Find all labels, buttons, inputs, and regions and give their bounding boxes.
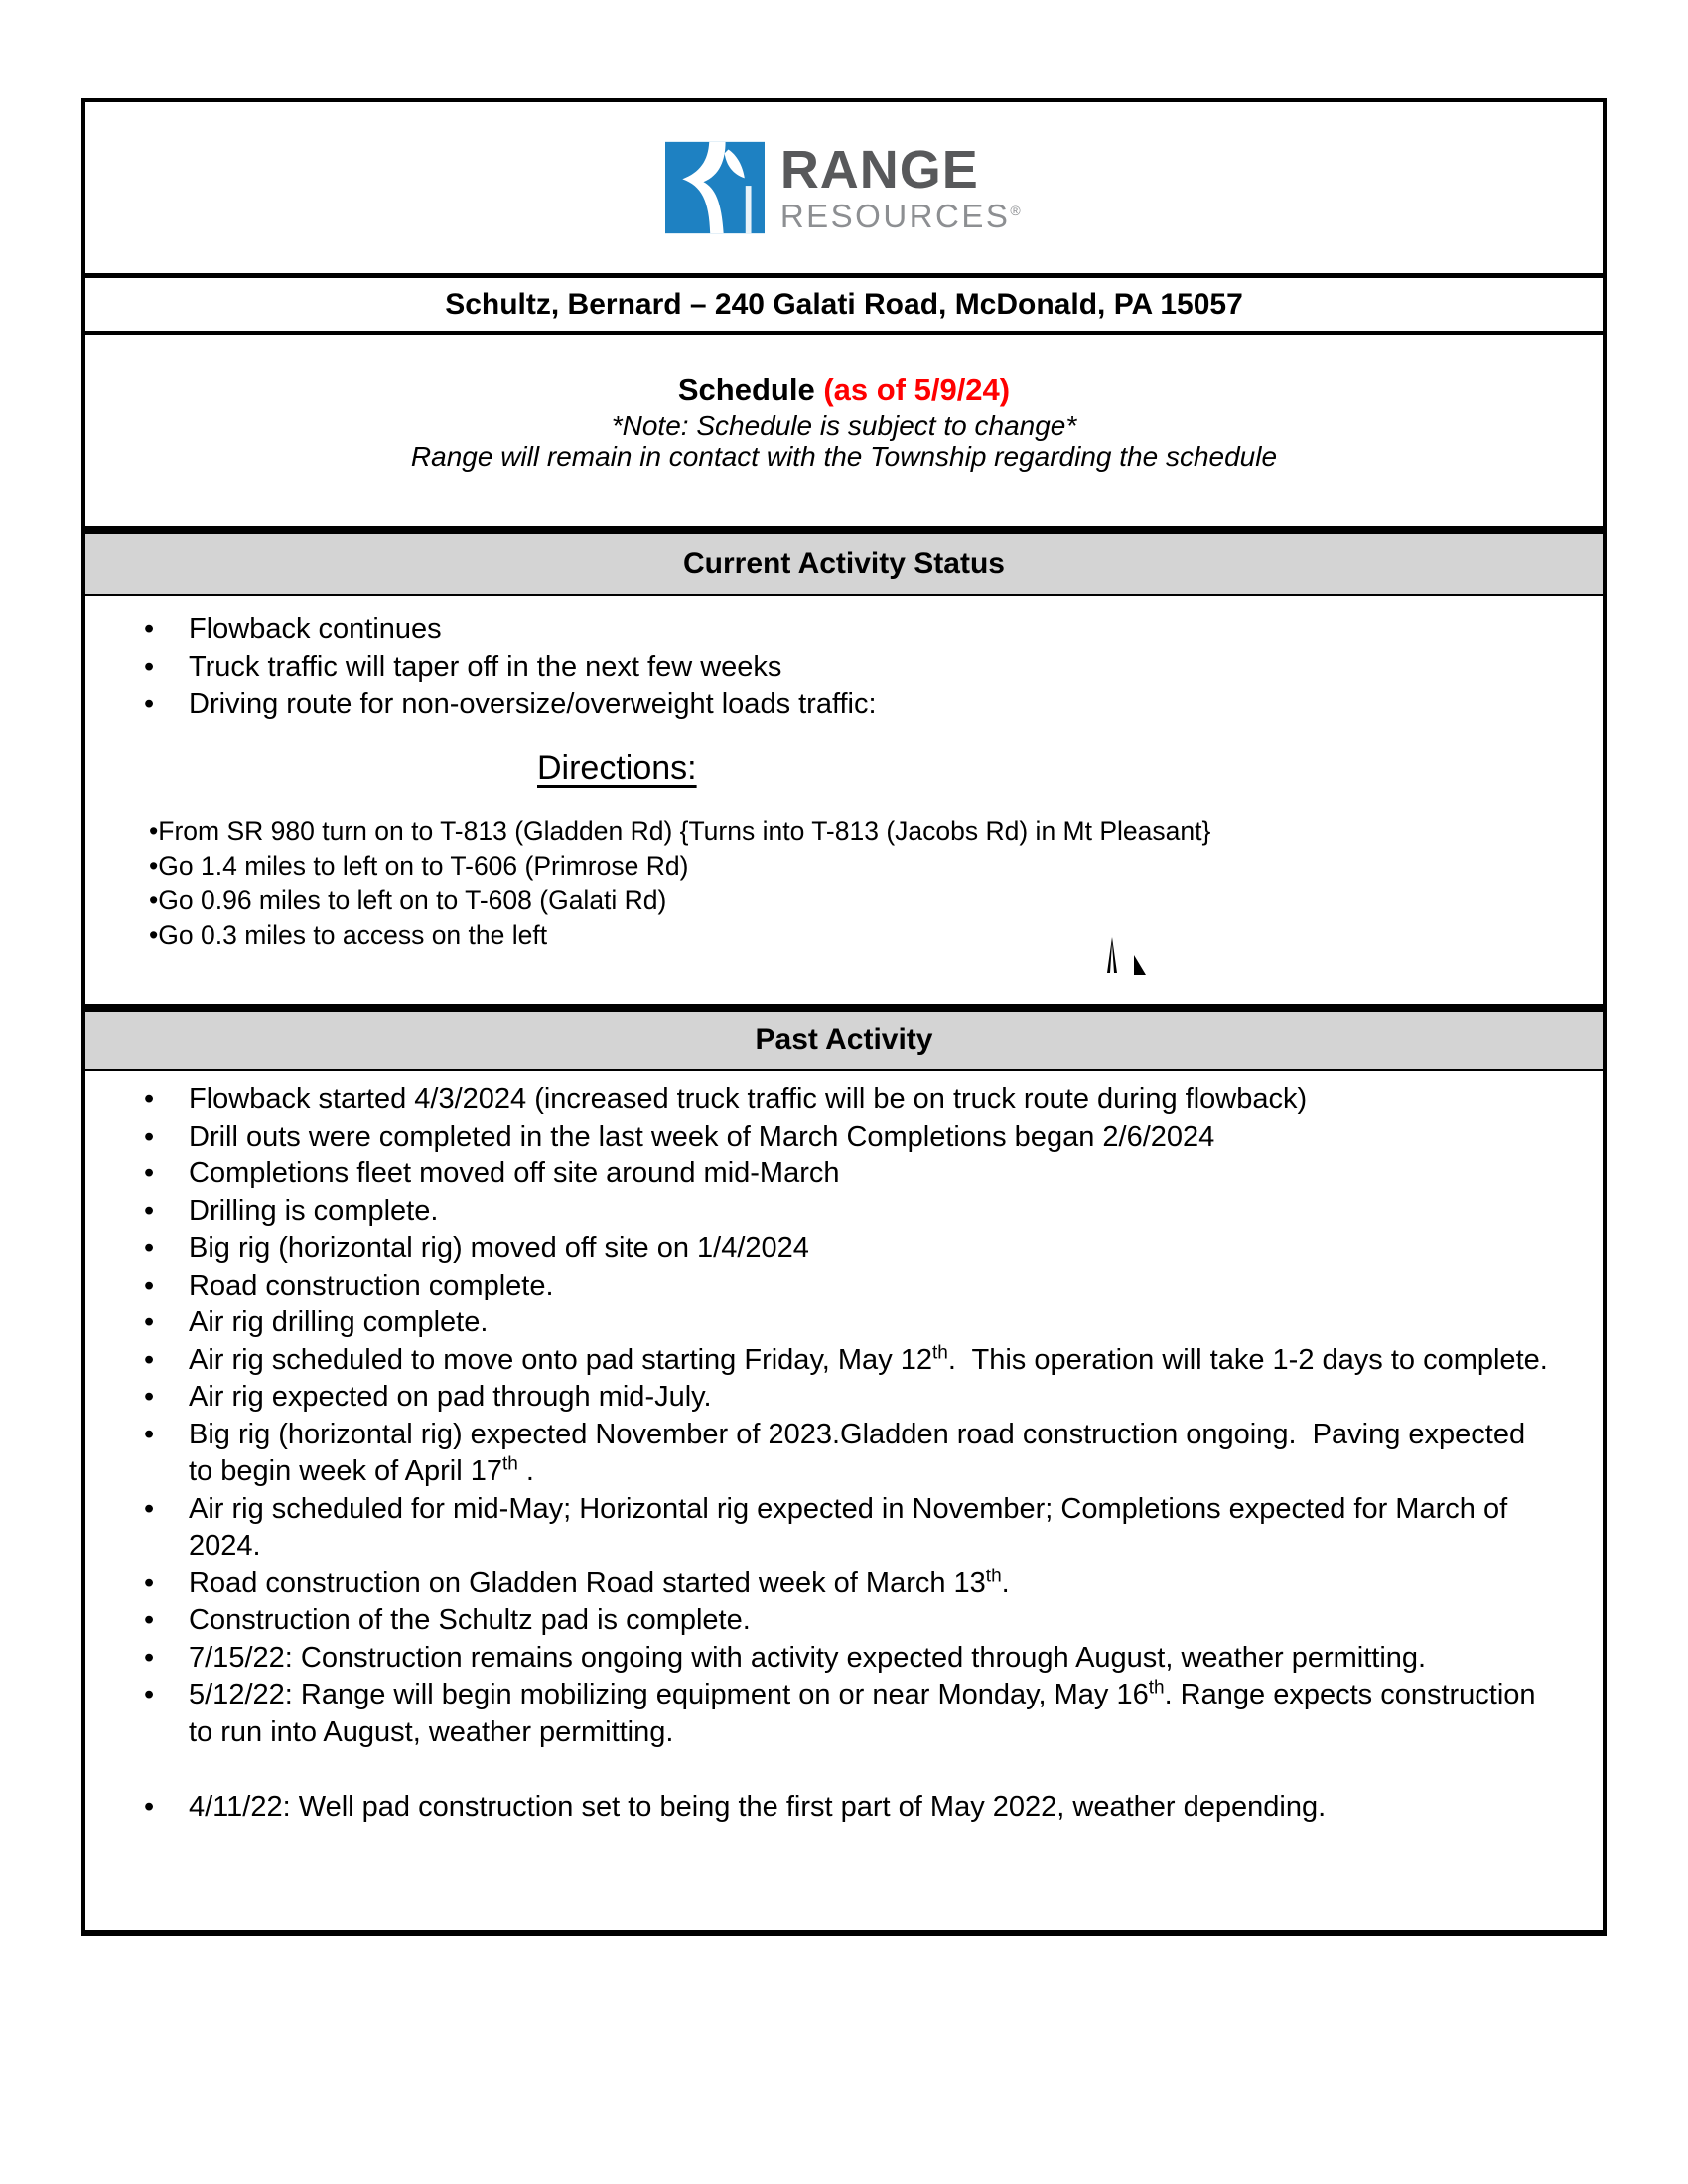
- list-item: • 5/12/22: Range will begin mobilizing equipment on or near Monday, May 16th. Range expects construction to run into August, weather permitting.: [85, 1677, 1603, 1751]
- mouse-pointer-icon: [1134, 955, 1146, 975]
- text-cursor-icon: [1107, 937, 1117, 973]
- list-item: • Air rig drilling complete.: [85, 1304, 1603, 1342]
- logo-wordmark: [779, 140, 1024, 234]
- list-item: • Construction of the Schultz pad is complete.: [85, 1602, 1603, 1640]
- registered-mark: ®: [1010, 203, 1024, 218]
- list-item: • 4/11/22: Well pad construction set to being the first part of May 2022, weather depending.: [85, 1789, 1603, 1827]
- schedule-heading-label: Schedule: [677, 372, 815, 407]
- list-item: • Air rig expected on pad through mid-July.: [85, 1379, 1603, 1417]
- list-item: • Flowback continues: [85, 612, 1603, 649]
- schedule-note-2: Range will remain in contact with the Township regarding the schedule: [410, 441, 1278, 472]
- current-activity-body: [85, 612, 1603, 1004]
- direction-line: •Go 0.3 miles to access on the left: [149, 919, 548, 950]
- direction-line: •Go 0.96 miles to left on to T-608 (Galati Rd): [149, 885, 667, 915]
- list-item: • Flowback started 4/3/2024 (increased truck traffic will be on truck route during flowback): [85, 1081, 1603, 1119]
- title-bar: [85, 273, 1603, 331]
- past-activity-header: [85, 1004, 1603, 1071]
- past-activity-list: [85, 1081, 1603, 1827]
- schedule-heading: [85, 370, 1603, 410]
- past-activity-body: [85, 1081, 1603, 1962]
- list-item: • Air rig scheduled for mid-May; Horizontal rig expected in November; Completions expected for March of 2024.: [85, 1491, 1603, 1566]
- list-item: • Drilling is complete.: [85, 1193, 1603, 1231]
- past-activity-header-label: Past Activity: [755, 1024, 933, 1056]
- direction-line: •From SR 980 turn on to T-813 (Gladden Rd) {Turns into T-813 (Jacobs Rd) in Mt Pleasant}: [149, 815, 1211, 846]
- list-item: • 7/15/22: Construction remains ongoing with activity expected through August, weather permitting.: [85, 1640, 1603, 1678]
- list-item: • Truck traffic will taper off in the next few weeks: [85, 649, 1603, 687]
- list-item: • Drill outs were completed in the last week of March Completions began 2/6/2024: [85, 1119, 1603, 1157]
- current-activity-list: [85, 612, 1603, 724]
- directions-heading: Directions:: [537, 749, 697, 787]
- current-activity-header: [85, 526, 1603, 596]
- list-item: • Road construction on Gladden Road started week of March 13th.: [85, 1566, 1603, 1603]
- direction-line: •Go 1.4 miles to left on to T-606 (Primrose Rd): [149, 850, 689, 881]
- schedule-section: [85, 331, 1603, 526]
- list-item: • Driving route for non-oversize/overweight loads traffic:: [85, 686, 1603, 724]
- list-item: • Big rig (horizontal rig) expected November of 2023.Gladden road construction ongoing. Paving expected to begin week of April 17th .: [85, 1417, 1603, 1491]
- directions-lines: [149, 814, 1603, 953]
- logo-row: [85, 102, 1603, 273]
- range-resources-logo-icon: [665, 141, 765, 234]
- list-item: • Completions fleet moved off site around mid-March: [85, 1156, 1603, 1193]
- current-activity-header-label: Current Activity Status: [683, 547, 1005, 580]
- document-title: Schultz, Bernard – 240 Galati Road, McDonald, PA 15057: [445, 287, 1243, 321]
- cursor-artifact-icons: [1103, 937, 1163, 979]
- list-item: • Air rig scheduled to move onto pad starting Friday, May 12th. This operation will take 1-2 days to complete.: [85, 1342, 1603, 1380]
- schedule-as-of-date: (as of 5/9/24): [823, 372, 1011, 407]
- list-item: • Big rig (horizontal rig) moved off site on 1/4/2024: [85, 1230, 1603, 1268]
- schedule-note-1: *Note: Schedule is subject to change*: [611, 410, 1077, 441]
- document-frame: [81, 98, 1607, 1936]
- logo-wordmark-top: RANGE: [779, 140, 979, 200]
- list-item: • Road construction complete.: [85, 1268, 1603, 1305]
- logo-wordmark-bottom: RESOURCES®: [779, 198, 1024, 234]
